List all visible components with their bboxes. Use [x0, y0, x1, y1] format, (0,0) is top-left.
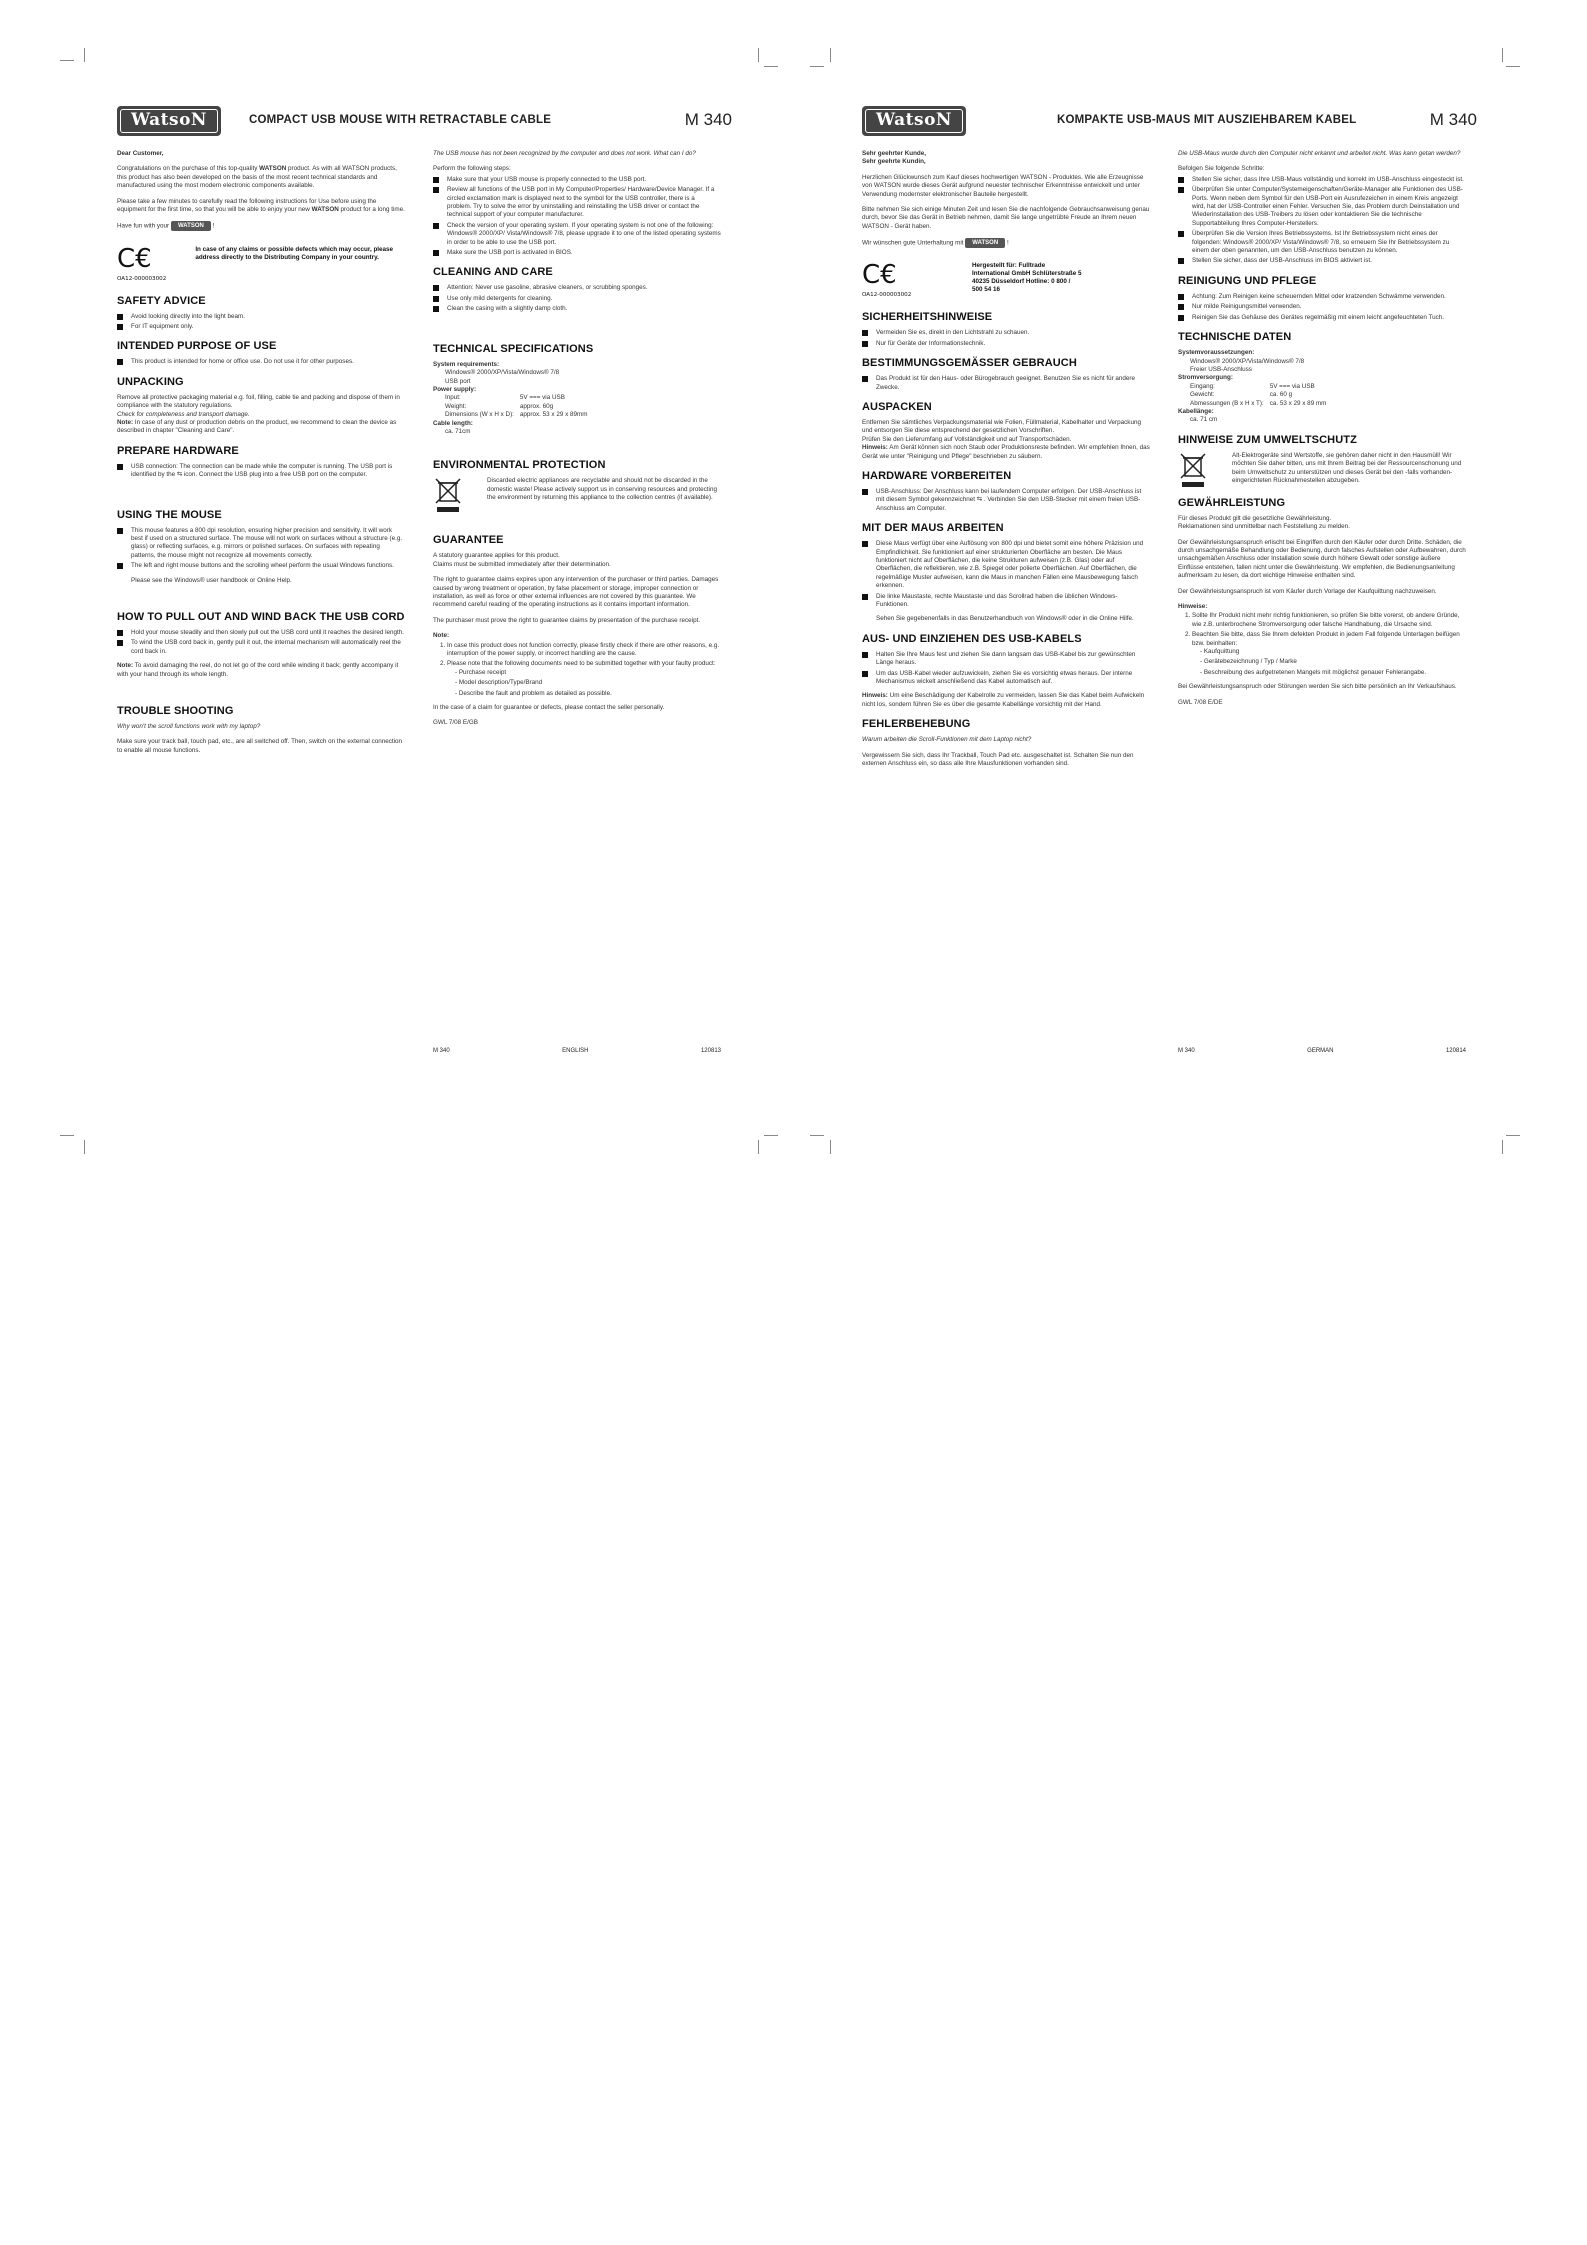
- section-heading: UNPACKING: [117, 375, 184, 388]
- section-heading: AUSPACKEN: [862, 400, 932, 413]
- guarantee-text: In the case of a claim for guarantee or defects, please contact the seller personally.: [433, 704, 665, 712]
- intro-paragraph: Bitte nehmen Sie sich einige Minuten Zeit und lesen Sie die nachfolgende Gebrauchsanweisung genau durch, bevor Sie das Gerät in Betrieb nehmen, damit Sie lange ungetrübte Freude an Ihrem neuen WATSON - Gerät haben.: [862, 206, 1150, 230]
- section-heading: CLEANING AND CARE: [433, 266, 553, 279]
- section-heading: AUS- UND EINZIEHEN DES USB-KABELS: [862, 632, 1082, 645]
- claims-notice: In case of any claims or possible defects which may occur, please address directly to the Distributing Company in your country.: [195, 245, 394, 261]
- guarantee-text: A statutory guarantee applies for this product. Claims must be submitted immediately after their determination.: [433, 552, 611, 568]
- page-footer: M 340 ENGLISH 120813: [433, 1048, 721, 1054]
- trouble-question: Why won't the scroll functions work with my laptop?: [117, 723, 261, 731]
- right-column: [1178, 150, 1466, 714]
- list-item: Hold your mouse steadily and then slowly pull out the USB cord until it reaches the desired length.: [117, 629, 405, 637]
- crop-mark: [830, 48, 831, 62]
- ce-mark-icon: C€ OA12-000003002: [117, 243, 167, 282]
- list-item: Überprüfen Sie die Version Ihres Betriebssystems. Ist Ihr Betriebssystem nicht eines der folgenden: Windows® 2000/XP/ Vista/Windows® 7/8, so erneuern Sie Ihr Betriebssystem zu einem der oben genannten, um den USB-Anschluss benutzen zu können.: [1178, 230, 1466, 255]
- section-heading: USING THE MOUSE: [117, 508, 222, 521]
- spec-table: Eingang: 5V === via USB Gewicht: ca. 60 g Abmessungen (B x H x T): ca. 53 x 29 x 89 mm: [1190, 382, 1327, 407]
- manual-page-english: [117, 100, 732, 1100]
- list-item: Review all functions of the USB port in My Computer/Properties/ Hardware/Device Manager. If a circled exclamation mark is displayed next to the symbol for the USB controller, there is a problem. Try to solve the error by uninstalling and reinstalling the USB driver or contact the technical support of your computer manufacturer.: [433, 186, 721, 220]
- guarantee-text: The right to guarantee claims expires upon any intervention of the purchaser or third parties. Damages caused by wrong treatment or operation, by false placement or storage, improper connection or installation, as well as force or other external influences are not covered by this guarantee. We recommend careful reading of the operating instructions as it contains important information.: [433, 576, 719, 609]
- list-item: To wind the USB cord back in, gently pull it out, the internal mechanism will automatically reel the cord back in.: [117, 639, 405, 656]
- tech-specs: Systemvoraussetzungen: Windows® 2000/XP/Vista/Windows® 7/8 Freier USB-Anschluss Stromversorgung: Eingang: 5V === via USB Gewicht: ca. 60 g Abmessungen (B x H x T): ca. 53 x 29 x 89 mm Kabellänge: ca. 71 cm: [1178, 349, 1466, 425]
- list-item: Überprüfen Sie unter Computer/Systemeigenschaften/Geräte-Manager alle Funktionen des USB-Ports. Wenn neben dem Symbol für den USB-Port ein Ausrufezeichen in einem Kreis angezeigt wird, hat der USB-Controller einen Fehler. Versuchen Sie, das Problem durch Deinstallation und Wiederinstallation des USB-Treibers zu lösen oder kontaktieren Sie die technische Supportabteilung Ihres Computer-Herstellers.: [1178, 186, 1466, 228]
- cord-note: Hinweis: Um eine Beschädigung der Kabelrolle zu vermeiden, lassen Sie das Kabel beim Aufwickeln nicht los, sondern führen Sie es über die gesamte Kabellänge vorsichtig mit der Hand.: [862, 692, 1145, 708]
- list-item: 2. Please note that the following documents need to be submitted together with your faulty product: - Purchase receipt - Model description/Type/Brand - Describe the fault and problem as detailed as possible.: [447, 660, 721, 698]
- crop-mark: [84, 1140, 85, 1154]
- list-item: Stellen Sie sicher, dass Ihre USB-Maus vollständig und korrekt im USB-Anschluss eingesteckt ist.: [1178, 176, 1466, 184]
- logo-text: WatsoN: [120, 109, 218, 133]
- cord-list: [117, 629, 405, 656]
- note-label: Note:: [433, 632, 450, 640]
- list-item: 1. Sollte Ihr Produkt nicht mehr richtig funktionieren, so prüfen Sie bitte vorerst, ob andere Gründe, wie z.B. unterbrochene Stromversorgung oder falsche Handhabung, die Ursache sind.: [1192, 612, 1466, 629]
- list-item: 2. Beachten Sie bitte, dass Sie Ihrem defekten Produkt in jedem Fall folgende Unterlagen beifügen bzw. beinhalten: - Kaufquittung - Gerätebezeichnung / Typ / Marke - Beschreibung des aufgetretenen Mangels mit möglichst genauer Fehlerangabe.: [1192, 631, 1466, 677]
- manual-page-german: [862, 100, 1477, 1100]
- greeting: Dear Customer,: [117, 150, 164, 157]
- using-list: [862, 540, 1150, 609]
- list-item: Halten Sie Ihre Maus fest und ziehen Sie dann langsam das USB-Kabel bis zur gewünschten Länge heraus.: [862, 651, 1150, 668]
- list-item: Das Produkt ist für den Haus- oder Bürogebrauch geeignet. Benutzen Sie es nicht für andere Zwecke.: [862, 375, 1150, 392]
- using-note: Please see the Windows® user handbook or Online Help.: [131, 576, 292, 584]
- section-heading: TECHNISCHE DATEN: [1178, 331, 1292, 344]
- crop-mark: [810, 66, 824, 67]
- crop-mark: [84, 48, 85, 62]
- section-heading: INTENDED PURPOSE OF USE: [117, 340, 277, 353]
- purpose-list: [862, 375, 1150, 392]
- list-item: This product is intended for home or office use. Do not use it for other purposes.: [117, 358, 405, 366]
- trouble-question: Die USB-Maus wurde durch den Computer nicht erkannt und arbeitet nicht. Was kann getan werden?: [1178, 150, 1461, 157]
- list-item: Die linke Maustaste, rechte Maustaste und das Scrollrad haben die üblichen Windows-Funktionen.: [862, 593, 1150, 610]
- crop-mark: [60, 60, 74, 61]
- guarantee-text: Für dieses Produkt gilt die gesetzliche Gewährleistung. Reklamationen sind unmittelbar nach Feststellung zu melden.: [1178, 514, 1350, 531]
- left-column: [862, 150, 1150, 776]
- crop-mark: [764, 66, 778, 67]
- list-item: Attention: Never use gasoline, abrasive cleaners, or scrubbing sponges.: [433, 284, 721, 292]
- cleaning-list: [1178, 293, 1466, 322]
- section-heading: GUARANTEE: [433, 534, 504, 547]
- list-item: Clean the casing with a slightly damp cloth.: [433, 305, 721, 313]
- list-item: Avoid looking directly into the light beam.: [117, 313, 405, 321]
- prepare-list: [117, 463, 405, 480]
- section-heading: HOW TO PULL OUT AND WIND BACK THE USB CORD: [117, 611, 405, 624]
- section-heading: ENVIRONMENTAL PROTECTION: [433, 459, 606, 472]
- page-title: KOMPAKTE USB-MAUS MIT AUSZIEHBAREM KABEL: [1057, 114, 1357, 126]
- section-heading: TECHNICAL SPECIFICATIONS: [433, 342, 594, 355]
- list-item: Use only mild detergents for cleaning.: [433, 295, 721, 303]
- list-item: Diese Maus verfügt über eine Auflösung von 800 dpi und bietet somit eine höhere Präzision und Empfindlichkeit. Sie funktioniert auf einer strukturierten Oberfläche am besten. Die Maus funktioniert nicht auf Oberflächen, die keine Strukturen aufweisen (z.B. Glas) oder auf Oberflächen, die reflektieren, wie z.B. Spiegel oder polierte Oberflächen. Auf Oberflächen, die regelmäßige Muster aufweisen, kann die Maus in manchen Fällen eine Mausbewegung falsch erkennen.: [862, 540, 1150, 590]
- list-item: Make sure the USB port is activated in BIOS.: [433, 249, 721, 257]
- crop-mark: [810, 1135, 824, 1136]
- prepare-list: [862, 488, 1150, 513]
- have-fun-line: Wir wünschen gute Unterhaltung mit WATSON !: [862, 239, 1009, 247]
- section-heading: PREPARE HARDWARE: [117, 444, 239, 457]
- list-item: Um das USB-Kabel wieder aufzuwickeln, ziehen Sie es vorsichtig etwas heraus. Der interne Mechanismus wickelt anschließend das Kabel automatisch auf.: [862, 670, 1150, 687]
- guarantee-text: Der Gewährleistungsanspruch ist vom Käufer durch Vorlage der Kaufquittung nachzuweisen.: [1178, 587, 1437, 595]
- manufacturer-info: Hergestellt für: Fulltrade International GmbH Schlüterstraße 5 40235 Düsseldorf Hotline: 0 800 / 500 54 16: [972, 262, 1082, 294]
- guarantee-text: The purchaser must prove the right to guarantee claims by presentation of the purchase receipt.: [433, 616, 701, 624]
- safety-list: [862, 329, 1150, 348]
- section-heading: SICHERHEITSHINWEISE: [862, 311, 993, 324]
- tech-specs: System requirements: Windows® 2000/XP/Vista/Windows® 7/8 USB port Power supply: Input: 5V === via USB Weight: approx. 60g Dimensions (W x H x D): approx. 53 x 29 x 89mm Cable length: ca. 71cm: [433, 361, 721, 437]
- list-item: This mouse features a 800 dpi resolution, ensuring higher precision and sensitivity. It will work best if used on a structured surface. The mouse will not work on surfaces without a structure (e.g. glass) or reflecting surfaces, e.g. mirrors or polished surfaces. On surfaces with repeating patterns, the mouse might not recognize all movements correctly.: [117, 527, 405, 561]
- watson-mini-logo: WATSON: [965, 238, 1005, 248]
- using-list: [117, 527, 405, 571]
- section-heading: REINIGUNG UND PFLEGE: [1178, 274, 1317, 287]
- gwl-code: GWL 7/08 E/DE: [1178, 698, 1223, 706]
- watson-logo: [117, 106, 221, 136]
- crop-mark: [1506, 1135, 1520, 1136]
- unpacking-text: Entfernen Sie sämtliches Verpackungsmaterial wie Folien, Füllmaterial, Kabelhalter und Verpackung und entsorgen Sie diese entsprechend der gesetzlichen Vorschriften. Prüfen Sie den Lieferumfang auf Vollständigkeit und auf Transportschäden. Hinweis: Am Gerät können sich noch Staub oder Produktionsreste befinden. Wir empfehlen Ihnen, das Gerät wie unter "Reinigung und Pflege" beschrieben zu säubern.: [862, 418, 1150, 460]
- section-heading: HARDWARE VORBEREITEN: [862, 469, 1012, 482]
- list-item: 1. In case this product does not function correctly, please firstly check if there are other reasons, e.g. interruption of the power supply, or incorrect handling are the cause.: [447, 642, 721, 659]
- ce-block: [117, 243, 405, 286]
- environment-block: [1178, 452, 1466, 488]
- crop-mark: [758, 1140, 759, 1154]
- ce-mark-icon: C€ OA12-000003002: [862, 260, 912, 299]
- cord-list: [862, 651, 1150, 687]
- section-heading: GEWÄHRLEISTUNG: [1178, 496, 1286, 509]
- section-heading: SAFETY ADVICE: [117, 294, 206, 307]
- trouble-answer: Vergewissern Sie sich, dass Ihr Trackball, Touch Pad etc. ausgeschaltet ist. Schalten Sie nun den externen Anschluss ein, so dass alle Ihre Mausfunktionen vorhanden sind.: [862, 751, 1134, 768]
- page-header: [862, 106, 1477, 138]
- gwl-code: GWL 7/08 E/GB: [433, 719, 478, 727]
- page-title: COMPACT USB MOUSE WITH RETRACTABLE CABLE: [249, 114, 552, 126]
- trouble-question: The USB mouse has not been recognized by the computer and does not work. What can I do?: [433, 150, 696, 157]
- trouble-answer: Make sure your track ball, touch pad, etc., are all switched off. Then, switch on the external connection to enable all mouse functions.: [117, 738, 403, 754]
- page-header: [117, 106, 732, 138]
- crop-mark: [1502, 1140, 1503, 1154]
- list-item: The left and right mouse buttons and the scrolling wheel perform the usual Windows functions.: [117, 562, 405, 570]
- guarantee-text: Bei Gewährleistungsanspruch oder Störungen werden Sie sich bitte persönlich an Ihr Verkaufshaus.: [1178, 683, 1457, 691]
- note-label: Hinweise:: [1178, 603, 1208, 610]
- ce-code: OA12-000003002: [862, 292, 912, 299]
- notes-list: [433, 642, 721, 698]
- right-column: [433, 150, 721, 735]
- notes-list: [1178, 612, 1466, 677]
- using-note: Sehen Sie gegebenenfalls in das Benutzerhandbuch von Windows® oder in die Online Hilfe.: [876, 615, 1134, 623]
- greeting: Sehr geehrter Kunde, Sehr geehrte Kundin,: [862, 150, 927, 166]
- steps-list: [433, 176, 721, 258]
- list-item: Nur milde Reinigungsmittel verwenden.: [1178, 303, 1466, 311]
- list-item: USB-Anschluss: Der Anschluss kann bei laufendem Computer erfolgen. Der USB-Anschluss ist mit diesem Symbol gekennzeichnet ⇆ . Verbinden Sie den USB-Stecker mit einem freien USB-Anschluss am Computer.: [862, 488, 1150, 513]
- page-footer: M 340 GERMAN 120814: [1178, 1048, 1466, 1054]
- section-heading: MIT DER MAUS ARBEITEN: [862, 522, 1004, 535]
- intro-paragraph: Herzlichen Glückwunsch zum Kauf dieses hochwertigen WATSON - Produktes. Wie alle Erzeugnisse von WATSON wurde dieses Gerät aufgrund neuester technischer Erkenntnisse entwickelt und unter Verwendung modernster elektronischer Bauteile hergestellt.: [862, 173, 1144, 198]
- section-heading: FEHLERBEHEBUNG: [862, 718, 971, 731]
- left-column: [117, 150, 405, 762]
- ce-code: OA12-000003002: [117, 275, 167, 282]
- model-number: M 340: [684, 110, 732, 129]
- crop-mark: [758, 48, 759, 62]
- section-heading: TROUBLE SHOOTING: [117, 705, 234, 718]
- purpose-list: [117, 358, 405, 366]
- crop-mark: [1502, 48, 1503, 62]
- unpacking-text: Remove all protective packaging material e.g. foil, filling, cable tie and packing and dispose of them in compliance with the statutory regulations. Check for completeness and transport damage. Note: In case of any dust or production debris on the product, we recommend to clean the device as described in chapter "Cleaning and Care".: [117, 393, 400, 435]
- spec-table: Input: 5V === via USB Weight: approx. 60g Dimensions (W x H x D): approx. 53 x 29 x 89mm: [445, 394, 588, 419]
- steps-list: [1178, 176, 1466, 266]
- section-heading: HINWEISE ZUM UMWELTSCHUTZ: [1178, 433, 1357, 446]
- safety-list: [117, 313, 405, 332]
- wheelie-bin-icon: [433, 477, 471, 513]
- ce-block: [862, 262, 1150, 302]
- crop-mark: [764, 1135, 778, 1136]
- intro-paragraph: Please take a few minutes to carefully read the following instructions for Use before using the equipment for the first time, so that you will be able to enjoy your new WATSON product for a long time.: [117, 197, 405, 214]
- watson-mini-logo: WATSON: [171, 221, 211, 231]
- watson-logo: [862, 106, 966, 136]
- list-item: Check the version of your operating system. If your operating system is not one of the following: Windows® 2000/XP/ Vista/Windows® 7/8, please upgrade it to one of the listed operating systems in order to be able to use the USB port.: [433, 222, 721, 247]
- model-number: M 340: [1429, 110, 1477, 129]
- cleaning-list: [433, 284, 721, 313]
- trouble-question: Warum arbeiten die Scroll-Funktionen mit dem Laptop nicht?: [862, 736, 1032, 744]
- list-item: Vermeiden Sie es, direkt in den Lichtstrahl zu schauen.: [862, 329, 1150, 337]
- list-item: Reinigen Sie das Gehäuse des Gerätes regelmäßig mit einem leicht angefeuchteten Tuch.: [1178, 314, 1466, 322]
- section-heading: BESTIMMUNGSGEMÄSSER GEBRAUCH: [862, 357, 1077, 370]
- guarantee-text: Der Gewährleistungsanspruch erlischt bei Eingriffen durch den Käufer oder durch Dritte. Schäden, die durch unsachgemäße Behandlung oder Bedienung, durch falsches Aufstellen oder Aufbewahren, durch unsachgemäßen Anschluss oder Installation sowie durch höhere Gewalt oder sonstige äußere Einflüsse entstehen, fallen nicht unter die Gewährleistung. Wir empfehlen, die Bedienungsanleitung aufmerksam zu lesen, da dort wichtige Hinweise enthalten sind.: [1178, 538, 1466, 580]
- list-item: Stellen Sie sicher, dass der USB-Anschluss im BIOS aktiviert ist.: [1178, 257, 1466, 265]
- steps-label: Befolgen Sie folgende Schritte:: [1178, 165, 1265, 173]
- crop-mark: [830, 1140, 831, 1154]
- list-item: Nur für Geräte der Informationstechnik.: [862, 340, 1150, 348]
- logo-text: WatsoN: [865, 109, 963, 133]
- list-item: For IT equipment only.: [117, 323, 405, 331]
- intro-paragraph: Congratulations on the purchase of this top-quality WATSON product. As with all WATSON products, this product has also been developed on the basis of the most recent technical standards and manufactured using the most modern electronic components available.: [117, 165, 397, 190]
- crop-mark: [1506, 66, 1520, 67]
- list-item: Achtung: Zum Reinigen keine scheuernden Mittel oder kratzenden Schwämme verwenden.: [1178, 293, 1466, 301]
- list-item: Make sure that your USB mouse is properly connected to the USB port.: [433, 176, 721, 184]
- environment-block: [433, 477, 721, 513]
- list-item: USB connection: The connection can be made while the computer is running. The USB port is identified by the ⇆ icon. Connect the USB plug into a free USB port on the computer.: [117, 463, 405, 480]
- crop-mark: [60, 1135, 74, 1136]
- steps-label: Perform the following steps:: [433, 165, 511, 173]
- environment-text: Discarded electric appliances are recyclable and should not be discarded in the domestic waste! Please actively support us in conserving resources and protecting the environment by returning this appliance to the collection centres (if available).: [487, 477, 717, 502]
- have-fun-line: Have fun with your WATSON !: [117, 223, 215, 231]
- wheelie-bin-icon: [1178, 452, 1216, 488]
- cord-note: Note: To avoid damaging the reel, do not let go of the cord while winding it back; gently accompany it with your hand through its whole length.: [117, 662, 399, 678]
- environment-text: Alt-Elektrogeräte sind Wertstoffe, sie gehören daher nicht in den Hausmüll! Wir möchten Sie daher bitten, uns mit Ihrem Beitrag bei der Ressourcenschonung und beim Umweltschutz zu unterstützen und dieses Gerät bei den -falls vorhanden- eingerichteten Rücknahmestellen abzugeben.: [1232, 451, 1462, 484]
